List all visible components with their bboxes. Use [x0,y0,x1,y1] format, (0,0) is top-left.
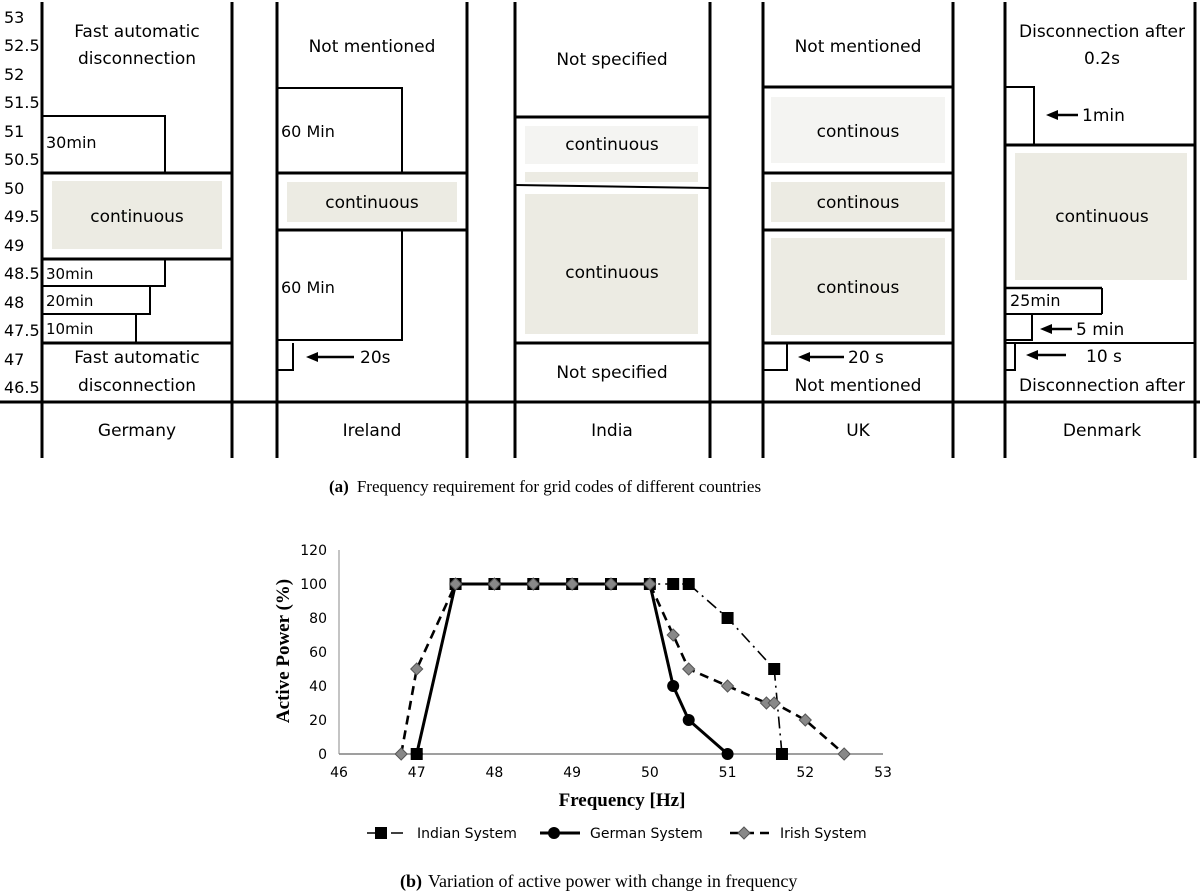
data-point-diamond [738,827,750,839]
freq-tick: 50.5 [4,150,40,169]
x-tick-labels [330,765,892,781]
x-tick-label: 51 [718,765,737,781]
data-point-diamond [722,680,734,692]
uk-bottom-time: 20 s [848,348,884,368]
y-axis-label: Active Power (%) [273,578,294,724]
denmark-step-3: 10 s [1086,347,1122,367]
ireland-continuous: continuous [325,193,419,213]
y-tick-label: 120 [300,543,327,559]
freq-tick: 46.5 [4,378,40,397]
india-band-strip [525,172,698,182]
y-tick-label: 60 [309,645,327,661]
uk-middle: continous [816,193,900,213]
uk-top: Not mentioned [794,37,922,57]
data-point-diamond [395,748,407,760]
germany-step-1: 30min [46,265,94,283]
legend-label: Irish System [780,826,867,842]
active-power-chart [0,500,1200,893]
freq-tick: 47 [4,350,25,369]
freq-tick: 48 [4,293,25,312]
caption-a-label: (a) [329,477,349,496]
data-point-square [768,663,780,675]
data-point-square [776,748,788,760]
x-tick-label: 46 [330,765,348,781]
uk-lower: continous [816,278,900,298]
freq-tick: 52.5 [4,36,40,55]
x-tick-label: 53 [874,765,892,781]
column-germany [42,22,232,441]
caption-b-text: Variation of active power with change in frequency [428,871,798,891]
denmark-bottom: Disconnection after [1019,376,1185,396]
series-diamond [395,578,850,760]
legend-label: German System [590,826,703,842]
uk-label: UK [846,421,870,441]
column-uk [763,37,953,441]
legend-item [540,826,703,842]
freq-tick: 49.5 [4,207,40,226]
uk-upper: continous [816,122,900,142]
ireland-label: Ireland [342,421,402,441]
legend-item [730,826,867,842]
freq-tick: 48.5 [4,264,40,283]
freq-tick: 51.5 [4,93,40,112]
data-point-diamond [838,748,850,760]
column-india [515,50,710,441]
germany-bottom-line1: Fast automatic [74,348,200,368]
data-point-circle [667,680,679,692]
data-point-square [722,612,734,624]
y-tick-label: 100 [300,577,327,593]
data-point-circle [683,714,695,726]
y-tick-label: 40 [309,679,327,695]
data-point-diamond [683,663,695,675]
data-point-circle [548,827,560,839]
data-point-diamond [667,629,679,641]
india-lower: continuous [565,263,659,283]
denmark-top-line1: Disconnection after [1019,22,1185,42]
freq-tick: 49 [4,236,25,255]
legend-label: Indian System [417,826,517,842]
freq-tick: 51 [4,122,25,141]
denmark-label: Denmark [1062,421,1142,441]
data-point-circle [411,748,423,760]
caption-b-label: (b) [400,871,422,891]
denmark-step-2: 5 min [1076,320,1125,340]
series-layer [395,578,850,760]
germany-step-3: 10min [46,320,94,338]
denmark-upper-time: 1min [1082,106,1125,126]
data-point-square [375,827,387,839]
india-top: Not specified [556,50,668,70]
ireland-bottom-time: 20s [360,348,391,368]
y-tick-label: 20 [309,713,327,729]
freq-tick: 50 [4,179,25,198]
legend-item [367,826,517,842]
x-tick-label: 48 [485,765,504,781]
legend [367,826,867,842]
india-label: India [591,421,633,441]
data-point-circle [722,748,734,760]
y-tick-label: 0 [318,747,327,763]
series-square [411,578,788,760]
data-point-square [683,578,695,590]
germany-label: Germany [97,421,177,441]
germany-upper-time: 30min [46,133,97,152]
germany-top-line2: disconnection [77,49,197,69]
denmark-top-line2: 0.2s [1084,49,1120,69]
germany-top-line1: Fast automatic [74,22,200,42]
column-ireland [277,37,467,441]
denmark-step-1: 25min [1010,291,1061,310]
x-tick-label: 52 [796,765,815,781]
x-tick-label: 47 [407,765,426,781]
series-line [417,584,728,754]
freq-tick: 52 [4,65,25,84]
data-point-square [667,578,679,590]
series-line [417,584,782,754]
germany-bottom-line2: disconnection [77,376,197,396]
ireland-top: Not mentioned [308,37,436,57]
uk-bottom: Not mentioned [794,376,922,396]
ireland-upper-time: 60 Min [281,122,335,141]
column-denmark [1005,22,1195,441]
ireland-lower-time: 60 Min [281,278,335,297]
denmark-continuous: continuous [1055,207,1149,227]
y-tick-labels [300,543,327,763]
germany-step-2: 20min [46,292,94,310]
freq-tick: 47.5 [4,321,40,340]
data-point-diamond [768,697,780,709]
india-bottom: Not specified [556,363,668,383]
caption-a-text: Frequency requirement for grid codes of different countries [356,477,762,496]
india-upper: continuous [565,135,659,155]
freq-tick: 53 [4,8,25,27]
germany-continuous: continuous [90,207,184,227]
data-point-diamond [411,663,423,675]
x-axis-label: Frequency [Hz] [558,790,686,811]
caption-a [329,477,761,496]
x-tick-label: 50 [640,765,659,781]
caption-b [400,871,797,892]
y-tick-label: 80 [309,611,327,627]
freq-scale [4,8,40,397]
x-tick-label: 49 [563,765,582,781]
